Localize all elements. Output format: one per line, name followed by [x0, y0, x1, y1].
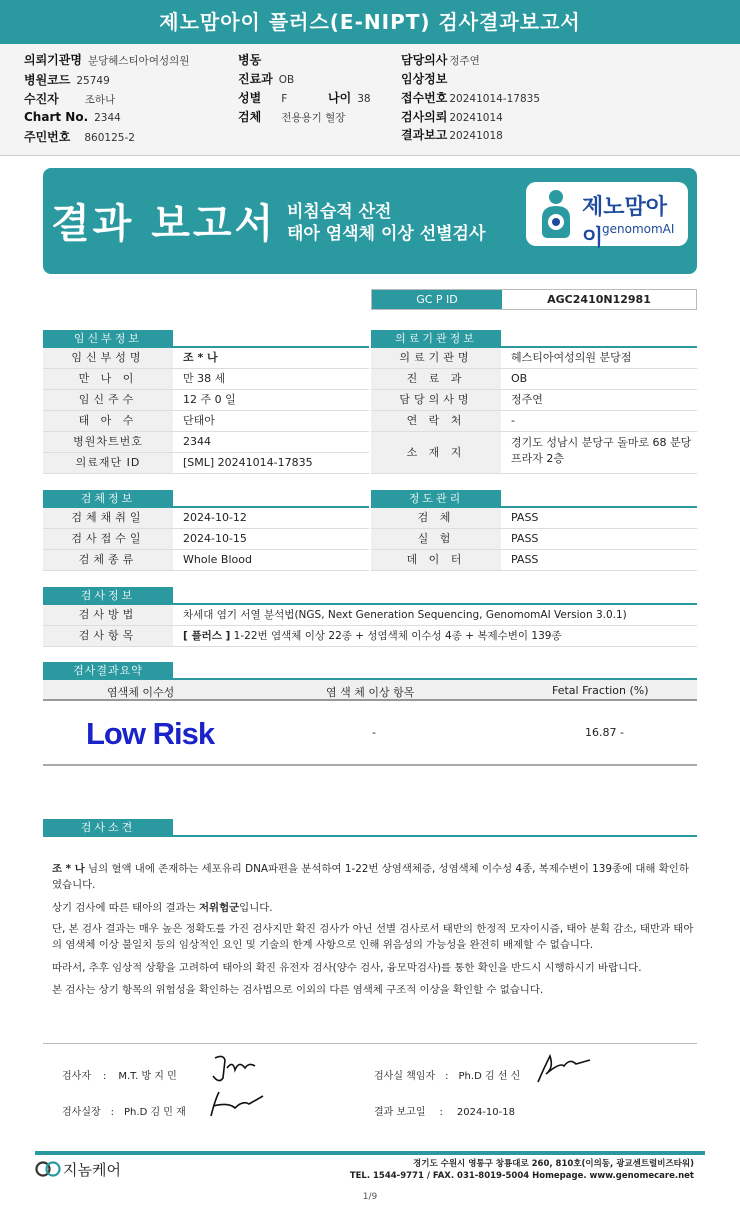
col-anomaly: 염 색 체 이상 항목: [326, 686, 415, 699]
hospital-row: [371, 390, 697, 411]
mother-baby-icon: [536, 188, 576, 240]
test-row-label: 검사방법: [43, 605, 173, 625]
address-line1: 경기도 성남시 분당구 돌마로 68 분당: [511, 436, 692, 449]
specimen-row-label: 검체종류: [43, 550, 173, 570]
hospital-row-label: 진 료 과: [371, 369, 501, 389]
footer-address-line2: TEL. 1544-9771 / FAX. 031-8019-5004 Homepage. www.genomecare.net: [349, 1171, 694, 1181]
dept-label: 진료과: [238, 72, 273, 86]
hospital-row-value: [511, 435, 692, 465]
doctor-label: 담당의사: [401, 53, 448, 67]
hospital-row-label: 연 락 처: [371, 411, 501, 431]
patient-row: [43, 432, 369, 453]
gcp-id-label: GC P ID: [372, 290, 502, 309]
qc-section-header: 정도관리: [371, 490, 501, 507]
anomaly-value: -: [372, 726, 376, 739]
patient-row: [43, 453, 369, 474]
qc-row: [371, 529, 697, 550]
footer-bar: [35, 1151, 705, 1155]
test-row: [43, 605, 697, 626]
patient-row-value: 12 주 0 일: [183, 393, 236, 406]
patient-row-label: 임신주수: [43, 390, 173, 410]
banner-subtitle: [287, 201, 485, 245]
specimen-row: [43, 550, 369, 571]
test-row-value: [183, 626, 562, 646]
hospital-row: [371, 432, 697, 474]
specimen-row-label: 검사접수일: [43, 529, 173, 549]
age-value: 38: [357, 93, 371, 105]
patient-row-label: 임신부성명: [43, 348, 173, 368]
hospital-row-value: 헤스티아여성의원 분당점: [511, 351, 632, 364]
test-items-text: 1-22번 염색체 이상 22종 + 성염색체 이수성 4종 + 복제수변이 139종: [230, 630, 562, 642]
genomecare-icon: [35, 1161, 61, 1177]
accession-label: 접수번호: [401, 91, 448, 105]
hospital-section-header: 의료기관정보: [371, 330, 501, 347]
collector-value: 조하나: [84, 94, 116, 106]
client-label: 의뢰기관명: [24, 53, 82, 67]
requested-label: 검사의뢰: [401, 110, 448, 124]
tester-signature-image: [205, 1050, 265, 1086]
dept-value: OB: [278, 74, 295, 86]
genomecare-logo: [35, 1159, 121, 1180]
qc-row: [371, 550, 697, 571]
banner-title: 결과 보고서: [51, 201, 277, 247]
clinical-label: 임상정보: [401, 72, 448, 86]
result-banner: [43, 168, 697, 274]
qc-row-label: 검 체: [371, 508, 501, 528]
findings-section-line: [43, 835, 697, 837]
requested-value: 20241014: [449, 112, 503, 124]
qc-row-value: PASS: [511, 532, 539, 545]
specimen-row-label: 검체채취일: [43, 508, 173, 528]
age-label: 나이: [328, 91, 352, 105]
patient-row-label: 의료재단 ID: [43, 453, 173, 473]
reported-label: 결과보고: [401, 128, 448, 142]
finding-text: 상기 검사에 따른 태아의 결과는: [52, 902, 199, 914]
logo-korean: 제노맘아이: [582, 195, 668, 251]
head-label: 검사실장: [62, 1107, 101, 1118]
patient-row: [43, 348, 369, 369]
hospital-row: [371, 369, 697, 390]
finding-text: 입니다.: [239, 902, 273, 914]
patient-section-header: 임신부정보: [43, 330, 173, 347]
col-aneuploidy: 염색체 이수성: [107, 686, 175, 699]
patient-info-panel: [0, 44, 740, 156]
head-signature-line: 검사실장 : Ph.D 김 민 재: [62, 1107, 186, 1118]
banner-subtitle-line1: 비침습적 산전: [287, 202, 392, 222]
doctor-value: 정주연: [449, 55, 480, 67]
hospital-row-value: -: [511, 414, 515, 427]
rrn-value: 860125-2: [84, 132, 135, 144]
sex-value: F: [281, 93, 288, 105]
patient-row-value: 만 38 세: [183, 372, 226, 385]
finding-paragraph: [52, 900, 697, 916]
tester-signature-line: 검사자 : M.T. 방 지 민: [62, 1071, 177, 1082]
specimen-row: [43, 529, 369, 550]
accession-value: 20241014-17835: [449, 93, 541, 105]
hospital-row-label: 의료기관명: [371, 348, 501, 368]
genomom-logo: [526, 182, 688, 251]
patient-name: 조 * 나: [52, 863, 85, 875]
specimen-value: 전용용기 혈장: [281, 112, 346, 124]
signature-top-line: [43, 1043, 697, 1044]
hospital-row-label: 담당의사명: [371, 390, 501, 410]
col-fetal-fraction: Fetal Fraction (%): [552, 684, 649, 697]
patient-row: [43, 390, 369, 411]
test-row: [43, 626, 697, 647]
chart-label: Chart No.: [24, 110, 89, 124]
qc-row-label: 데 이 터: [371, 550, 501, 570]
hospital-row-value: OB: [511, 372, 528, 385]
footer-address-line1: 경기도 수원시 영통구 창룡대로 260, 810호(이의동, 광교센트럴비즈타워): [413, 1159, 694, 1169]
banner-subtitle-line2: 태아 염색체 이상 선별검사: [287, 224, 486, 244]
chief-signature-line: 검사실 책임자 : Ph.D 김 선 신: [374, 1071, 521, 1082]
report-title: 제노맘아이 플러스(E-NIPT) 검사결과보고서: [0, 0, 740, 44]
summary-table-header: [43, 680, 697, 701]
patient-row-label: 만 나 이: [43, 369, 173, 389]
reported-value: 20241018: [449, 130, 503, 142]
gcp-id-value: AGC2410N12981: [547, 293, 651, 306]
footer-address: [350, 1158, 694, 1182]
date-label: 결과 보고일: [374, 1107, 426, 1118]
patient-row-value: [SML] 20241014-17835: [183, 456, 313, 469]
chief-signature-image: [530, 1048, 596, 1088]
page-number: 1/9: [362, 1192, 378, 1202]
fetal-fraction-value: 16.87 -: [585, 726, 624, 739]
finding-paragraph: 단, 본 검사 결과는 매우 높은 정확도를 가진 검사지만 확진 검사가 아닌 선별 검사로서 태반의 한정적 모자이시즘, 태아 분획 감소, 태반과 태아의 염색체 이상 불일치 등의 임상적인 요인 및 기술의 한계 사항으로 인해 위음성의 가능성을 완전히 배제할 수 없습니다.: [52, 923, 694, 951]
head-name: Ph.D 김 민 재: [124, 1107, 186, 1118]
test-plus-tag: [ 플러스 ]: [183, 630, 231, 642]
client-value: 분당헤스티아여성의원: [87, 55, 190, 67]
report-date-line: 결과 보고일 : 2024-10-18: [374, 1107, 515, 1118]
qc-row-label: 실 험: [371, 529, 501, 549]
code-value: 25749: [76, 75, 110, 87]
hospital-row: [371, 348, 697, 369]
chief-label: 검사실 책임자: [374, 1071, 436, 1082]
sex-label: 성별: [238, 91, 262, 105]
summary-section-header: 검사결과요약: [43, 662, 173, 679]
patient-row-value: 단태아: [183, 414, 215, 427]
qc-row-value: PASS: [511, 511, 539, 524]
summary-bottom-line: [43, 764, 697, 766]
chart-value: 2344: [94, 112, 121, 124]
qc-row: [371, 508, 697, 529]
risk-level: 저위험군: [199, 902, 240, 914]
specimen-label: 검체: [238, 110, 262, 124]
patient-row: [43, 369, 369, 390]
footer-brand: 지놈케어: [63, 1161, 121, 1179]
test-row-value: 차세대 염기 서열 분석법(NGS, Next Generation Sequencing, GenomomAI Version 3.0.1): [183, 609, 627, 621]
specimen-row-value: Whole Blood: [183, 553, 252, 566]
collector-label: 수진자: [24, 92, 59, 106]
date-value: 2024-10-18: [456, 1107, 515, 1118]
specimen-section-header: 검체정보: [43, 490, 173, 507]
tester-name: M.T. 방 지 민: [118, 1071, 177, 1082]
findings-section-header: 검사소견: [43, 819, 173, 836]
patient-row-value: 2344: [183, 435, 211, 448]
patient-row-label: 병원차트번호: [43, 432, 173, 452]
specimen-row-value: 2024-10-15: [183, 532, 247, 545]
finding-text: 님의 혈액 내에 존재하는 세포유리 DNA파편을 분석하여 1-22번 상염색체증, 성염색체 이수성 4종, 복제수변이 139종에 대해 확인하였습니다.: [52, 863, 689, 891]
head-signature-image: [205, 1086, 267, 1122]
qc-row-value: PASS: [511, 553, 539, 566]
result-low-risk: Low Risk: [86, 716, 215, 751]
patient-row: [43, 411, 369, 432]
chief-name: Ph.D 김 선 신: [458, 1071, 521, 1082]
finding-paragraph: 따라서, 추후 임상적 상황을 고려하여 태아의 확진 유전자 검사(양수 검사, 융모막검사)를 통한 확인을 반드시 시행하시기 바랍니다.: [52, 962, 642, 974]
hospital-row: [371, 411, 697, 432]
finding-paragraph: 본 검사는 상기 항목의 위험성을 확인하는 검사법으로 이외의 다른 염색체 구조적 이상을 확인할 수 없습니다.: [52, 984, 544, 996]
patient-row-value: 조 * 나: [183, 351, 218, 364]
finding-paragraph: [52, 861, 697, 893]
specimen-row: [43, 508, 369, 529]
gcp-id-box: [371, 289, 697, 310]
specimen-row-value: 2024-10-12: [183, 511, 247, 524]
hospital-row-value: 정주연: [511, 393, 543, 406]
test-row-label: 검사항목: [43, 626, 173, 646]
address-line2: 프라자 2층: [511, 452, 564, 465]
patient-row-label: 태 아 수: [43, 411, 173, 431]
hospital-row-label: 소 재 지: [371, 432, 501, 473]
test-section-header: 검사정보: [43, 587, 173, 604]
code-label: 병원코드: [24, 73, 71, 87]
rrn-label: 주민번호: [24, 130, 71, 144]
ward-label: 병동: [238, 53, 262, 67]
logo-english: genomomAI: [602, 222, 675, 236]
tester-label: 검사자: [62, 1071, 91, 1082]
